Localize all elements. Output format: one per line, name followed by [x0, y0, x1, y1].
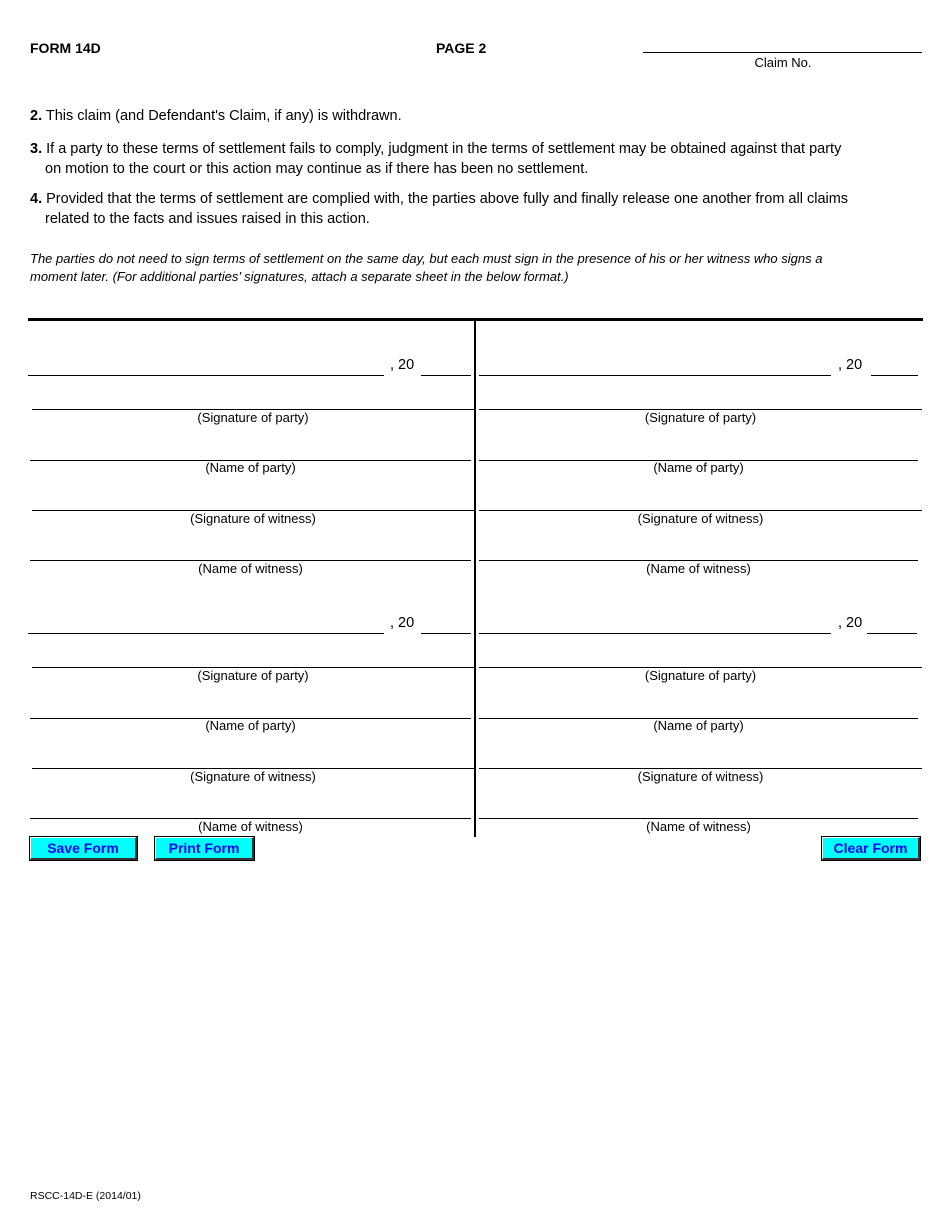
form-id: FORM 14D — [30, 40, 101, 56]
print-form-button[interactable]: Print Form — [155, 837, 254, 860]
signature-of-party-label: (Signature of party) — [644, 410, 757, 425]
date-field[interactable] — [28, 375, 384, 376]
year-prefix: , 20 — [390, 615, 415, 631]
note-line-2: moment later. (For additional parties’ signatures, attach a separate sheet in the below format.) — [30, 269, 569, 284]
name-of-party-label: (Name of party) — [205, 460, 296, 475]
signature-of-party-label: (Signature of party) — [197, 668, 309, 683]
year-field[interactable] — [871, 375, 918, 376]
signing-instructions — [30, 250, 930, 286]
paragraph-number: 4. — [30, 191, 43, 207]
paragraph-4 — [30, 189, 935, 229]
signature-of-party-label: (Signature of party) — [644, 668, 757, 683]
date-field[interactable] — [479, 375, 831, 376]
paragraph-text: Provided that the terms of settlement are complied with, the parties above fully and finally release one another from all claims — [46, 191, 849, 207]
year-field[interactable] — [421, 633, 471, 634]
clear-form-button[interactable]: Clear Form — [822, 837, 920, 860]
signature-of-witness-label: (Signature of witness) — [637, 511, 764, 526]
name-of-witness-label: (Name of witness) — [198, 819, 303, 834]
note-line-1: The parties do not need to sign terms of settlement on the same day, but each must sign in the presence of his or her witness who signs a — [30, 251, 823, 266]
paragraph-text-continued: on motion to the court or this action may continue as if there has been no settlement. — [45, 161, 589, 177]
date-field[interactable] — [28, 633, 384, 634]
name-of-party-label: (Name of party) — [653, 718, 744, 733]
paragraph-3 — [30, 139, 935, 179]
signature-of-witness-label: (Signature of witness) — [190, 769, 316, 784]
paragraph-2 — [30, 106, 930, 126]
name-of-party-label: (Name of party) — [653, 460, 744, 475]
name-of-witness-label: (Name of witness) — [198, 561, 303, 576]
paragraph-text: If a party to these terms of settlement fails to comply, judgment in the terms of settlement may be obtained against that party — [46, 141, 842, 157]
year-prefix: , 20 — [838, 615, 863, 631]
signature-of-witness-label: (Signature of witness) — [190, 511, 316, 526]
form-code: RSCC-14D-E (2014/01) — [30, 1190, 141, 1202]
paragraph-text-continued: related to the facts and issues raised in this action. — [45, 211, 370, 227]
save-form-button[interactable]: Save Form — [30, 837, 137, 860]
name-of-witness-label: (Name of witness) — [646, 819, 751, 834]
year-prefix: , 20 — [390, 357, 415, 373]
paragraph-number: 2. — [30, 108, 43, 124]
signature-of-witness-label: (Signature of witness) — [637, 769, 764, 784]
signature-table-divider — [474, 320, 476, 837]
signature-of-party-label: (Signature of party) — [197, 410, 309, 425]
paragraph-text: This claim (and Defendant's Claim, if any) is withdrawn. — [45, 108, 402, 124]
name-of-witness-label: (Name of witness) — [646, 561, 751, 576]
name-of-party-label: (Name of party) — [205, 718, 296, 733]
claim-number-label: Claim No. — [754, 55, 812, 70]
claim-number-field[interactable] — [643, 52, 922, 53]
paragraph-number: 3. — [30, 141, 43, 157]
year-prefix: , 20 — [838, 357, 863, 373]
page-number: PAGE 2 — [436, 40, 487, 56]
year-field[interactable] — [867, 633, 917, 634]
date-field[interactable] — [479, 633, 831, 634]
year-field[interactable] — [421, 375, 471, 376]
